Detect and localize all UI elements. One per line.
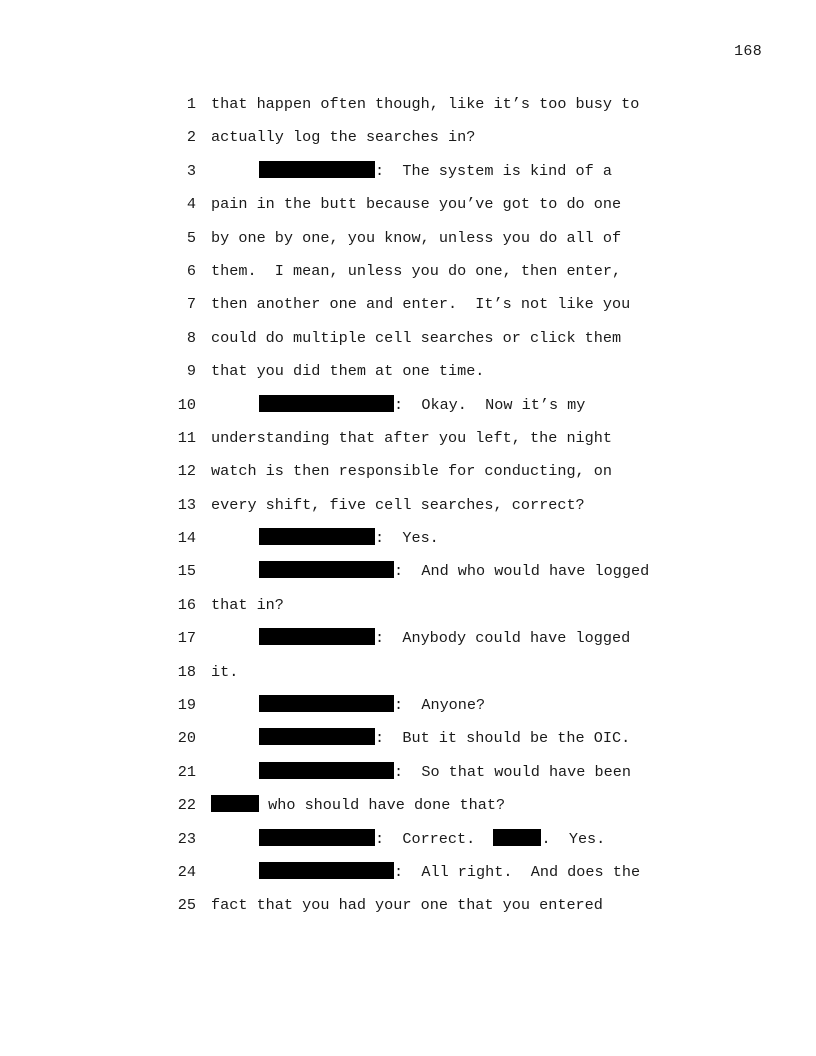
line-text: then another one and enter. It’s not like you — [211, 295, 631, 314]
transcript-line — [0, 860, 816, 893]
line-number: 14 — [177, 529, 196, 548]
line-number: 9 — [186, 362, 196, 381]
line-number: 19 — [177, 696, 196, 715]
transcript-line — [0, 793, 816, 826]
redaction-bar — [259, 862, 394, 879]
transcript-line — [0, 726, 816, 759]
line-text: : Correct. — [375, 829, 494, 848]
speaker-line — [259, 726, 630, 750]
line-text: : Anyone? — [394, 696, 486, 715]
transcript-line — [0, 559, 816, 592]
transcript-body — [0, 92, 816, 927]
speaker-line — [211, 793, 505, 817]
line-text: that you did them at one time. — [211, 362, 485, 381]
redaction-bar — [259, 695, 394, 712]
line-text: them. I mean, unless you do one, then enter, — [211, 261, 622, 280]
speaker-line — [259, 626, 630, 650]
transcript-line — [0, 760, 816, 793]
redaction-bar — [211, 795, 259, 812]
speaker-line — [259, 693, 485, 717]
line-number: 8 — [186, 328, 196, 347]
transcript-line — [0, 827, 816, 860]
line-text: that happen often though, like it’s too busy to — [211, 95, 640, 113]
line-number: 13 — [177, 495, 196, 514]
redaction-bar — [259, 728, 375, 745]
transcript-line — [0, 660, 816, 693]
line-text: that in? — [211, 595, 284, 614]
line-text: : Anybody could have logged — [375, 629, 631, 648]
line-number: 21 — [177, 762, 196, 781]
line-text: by one by one, you know, unless you do all of — [211, 228, 622, 247]
line-number: 4 — [186, 195, 196, 214]
line-number: 23 — [177, 829, 196, 848]
line-number: 24 — [177, 862, 196, 881]
line-number: 16 — [177, 595, 196, 614]
transcript-line — [0, 693, 816, 726]
speaker-line — [259, 526, 439, 550]
transcript-line — [0, 292, 816, 325]
transcript-line — [0, 359, 816, 392]
line-text: actually log the searches in? — [211, 128, 476, 147]
line-number: 2 — [186, 128, 196, 147]
transcript-line — [0, 426, 816, 459]
line-text: watch is then responsible for conducting, on — [211, 462, 613, 481]
line-number: 12 — [177, 462, 196, 481]
line-number: 22 — [177, 796, 196, 815]
line-number: 18 — [177, 662, 196, 681]
line-number: 7 — [186, 295, 196, 314]
speaker-line — [259, 393, 585, 417]
line-text: who should have done that? — [259, 796, 506, 815]
line-number: 5 — [186, 228, 196, 247]
line-number: 20 — [177, 729, 196, 748]
line-text: . Yes. — [541, 829, 606, 848]
line-text: fact that you had your one that you entered — [211, 896, 603, 915]
transcript-line — [0, 259, 816, 292]
page-number: 168 — [734, 43, 762, 60]
line-text: : Yes. — [375, 529, 439, 548]
speaker-line — [259, 827, 605, 851]
line-text: : But it should be the OIC. — [375, 729, 631, 748]
line-text: : All right. And does the — [394, 862, 641, 881]
line-text: could do multiple cell searches or click them — [211, 328, 622, 347]
speaker-line — [259, 159, 612, 183]
redaction-bar — [259, 528, 375, 545]
line-number: 17 — [177, 629, 196, 648]
line-number: 3 — [186, 161, 196, 180]
transcript-line — [0, 893, 816, 926]
transcript-line — [0, 159, 816, 192]
speaker-line — [259, 860, 640, 884]
transcript-line — [0, 626, 816, 659]
transcript-line — [0, 125, 816, 158]
redaction-bar — [259, 829, 375, 846]
line-text: understanding that after you left, the night — [211, 428, 613, 447]
line-number: 1 — [186, 95, 196, 113]
line-text: it. — [211, 662, 239, 681]
redaction-bar — [259, 395, 394, 412]
line-number: 6 — [186, 261, 196, 280]
redaction-bar — [259, 561, 394, 578]
transcript-line — [0, 526, 816, 559]
speaker-line — [259, 559, 649, 583]
line-text: pain in the butt because you’ve got to do one — [211, 195, 622, 214]
line-text: every shift, five cell searches, correct? — [211, 495, 585, 514]
redaction-bar — [259, 762, 394, 779]
transcript-line — [0, 493, 816, 526]
line-number: 15 — [177, 562, 196, 581]
line-text: : So that would have been — [394, 762, 631, 781]
transcript-line — [0, 393, 816, 426]
line-number: 25 — [177, 896, 196, 915]
transcript-line — [0, 226, 816, 259]
line-text: : The system is kind of a — [375, 161, 612, 180]
transcript-line — [0, 326, 816, 359]
transcript-line — [0, 192, 816, 225]
redaction-bar — [493, 829, 541, 846]
line-text: : And who would have logged — [394, 562, 650, 581]
line-number: 10 — [177, 395, 196, 414]
transcript-line — [0, 593, 816, 626]
speaker-line — [259, 760, 631, 784]
redaction-bar — [259, 628, 375, 645]
line-text: : Okay. Now it’s my — [394, 395, 586, 414]
transcript-line — [0, 459, 816, 492]
redaction-bar — [259, 161, 375, 178]
transcript-line — [0, 92, 816, 125]
line-number: 11 — [177, 428, 196, 447]
